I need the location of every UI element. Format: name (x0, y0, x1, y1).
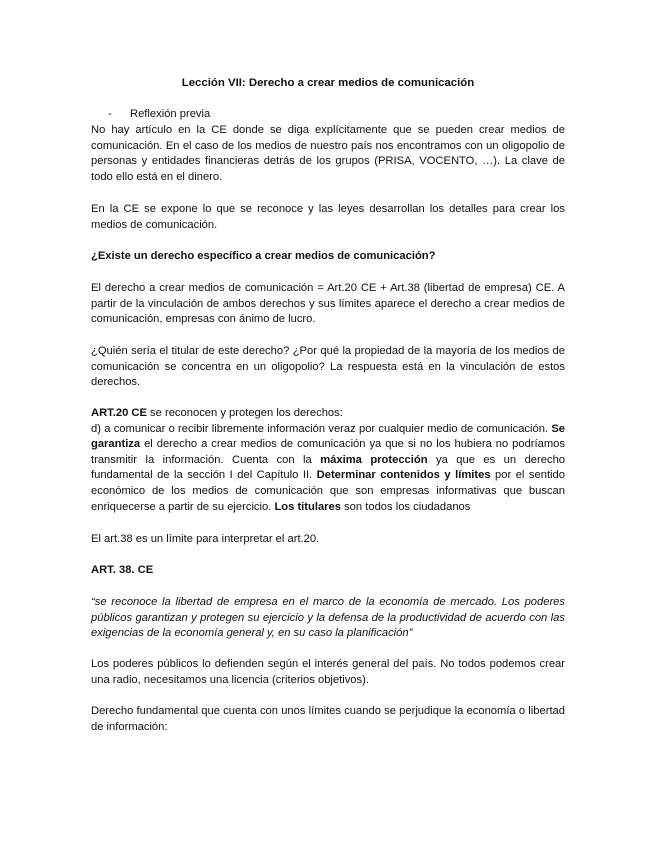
paragraph-art20 (91, 406, 565, 515)
art20-label: ART.20 CE (91, 407, 147, 419)
art20-text-3: ya que es un derecho fundamental de la sección I del Capítulo II. (91, 453, 566, 482)
paragraph-definition: El derecho a crear medios de comunicación = Art.20 CE + Art.38 (libertad de empresa) CE. A partir de la vinculación de ambos derechos y sus límites aparece el derecho a crear medios de comunicación, empresas con ánimo de lucro. (91, 282, 565, 326)
paragraph-art38-limit: El art.38 es un límite para interpretar el art.20. (91, 533, 320, 545)
quote-art38: “se reconoce la libertad de empresa en el marco de la economía de mercado. Los poderes públicos garantizan y protegen su ejercicio y la defensa de la productividad de acuerdo con las exigencias de la economía general y, en su caso la planificación” (91, 596, 565, 640)
paragraph-ce: En la CE se expone lo que se reconoce y las leyes desarrollan los detalles para crear los medios de comunicación. (91, 203, 565, 231)
art20-intro: se reconocen y protegen los derechos: (146, 407, 343, 419)
section-heading-art38: ART. 38. CE (91, 564, 154, 576)
art20-text-4: por el sentido económico de los medios de comunicación que son empresas informativas que buscan enriquecerse a partir de su ejercicio. (91, 469, 565, 513)
paragraph-intro: No hay artículo en la CE donde se diga explícitamente que se pueden crear medios de comunicación. En el caso de los medios de nuestro país nos encontramos con un oligopolio de personas y entidades financieras detrás de los grupos (PRISA, VOCENTO, …). La clave de todo ello está en el dinero. (91, 124, 565, 183)
paragraph-poderes: Los poderes públicos lo defienden según el interés general del país. No todos podemos crear una radio, necesitamos una licencia (criterios objetivos). (91, 658, 565, 686)
art20-bold-2: máxima protección (320, 453, 428, 466)
paragraph-limites: Derecho fundamental que cuenta con unos límites cuando se perjudique la economía o libertad de información: (91, 705, 565, 733)
lesson-title: Lección VII: Derecho a crear medios de comunicación (181, 77, 475, 89)
bullet-text: Reflexión previa (130, 108, 211, 120)
art20-bold-1: Se garantiza (91, 422, 565, 451)
art20-bold-3: Determinar contenidos y límites (316, 469, 491, 482)
paragraph-titular: ¿Quién sería el titular de este derecho? ¿Por qué la propiedad de la mayoría de los medios de comunicación se concentra en un oligopolio? La respuesta está en la vinculación de estos derechos. (91, 345, 565, 389)
bullet-item (108, 107, 210, 123)
section-heading-question: ¿Existe un derecho específico a crear medios de comunicación? (91, 250, 436, 262)
art20-text-5: son todos los ciudadanos (340, 500, 471, 513)
art20-bold-4: Los titulares (274, 500, 341, 513)
bullet-dash: - (108, 108, 112, 120)
art20-text-1: d) a comunicar o recibir libremente información veraz por cualquier medio de comunicación. (91, 422, 552, 435)
art20-text-2: el derecho a crear medios de comunicación ya que si no los hubiera no podríamos transmitir la información. Cuenta con la (91, 438, 565, 466)
